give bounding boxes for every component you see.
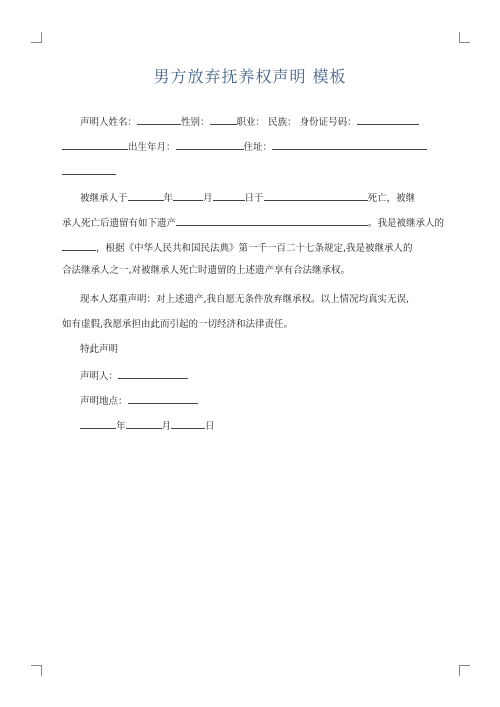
para2-text-b: 如有虚假,我愿承担由此而引起的一切经济和法律责任。 (62, 319, 294, 330)
place-blank (128, 393, 198, 404)
pre-birth-blank (62, 139, 128, 150)
para1-line-3 (62, 240, 413, 256)
corner-mark-top-right (459, 32, 470, 43)
para1-text-c: 。我是被继承人的 (368, 218, 445, 229)
para2-line-1 (80, 293, 409, 307)
year-text: 年 (163, 193, 174, 204)
special-statement (80, 343, 118, 357)
info-line-2 (62, 139, 427, 155)
month-blank (173, 190, 203, 201)
para1-line-1 (80, 190, 415, 206)
ethnicity-label: 民族： (268, 117, 297, 128)
place-line (80, 393, 198, 409)
para1-text-a: 被继承人于 (80, 193, 128, 204)
address-label: 住址： (243, 142, 273, 153)
job-label: 职业： (236, 117, 266, 128)
gender-label: 性别： (181, 117, 210, 128)
declarant-blank (118, 368, 188, 379)
id-number-label: 身份证号码： (299, 117, 357, 128)
para1-line-4 (62, 264, 350, 278)
corner-mark-bottom-left (31, 665, 42, 676)
month-text: 月 (203, 193, 213, 204)
para1-line-2 (62, 215, 444, 231)
estate-blank (176, 215, 368, 226)
day-blank (213, 190, 245, 201)
address-cont-blank (62, 164, 116, 175)
corner-mark-top-left (31, 32, 42, 43)
date-line (80, 418, 215, 434)
special-text: 特此声明 (80, 344, 119, 355)
para2-line-2 (62, 318, 293, 332)
day-at-text: 日于 (244, 193, 264, 204)
relationship-blank (62, 240, 96, 251)
sign-month-text: 月 (161, 421, 172, 432)
gender-blank (210, 114, 237, 125)
info-line-1 (80, 114, 419, 130)
sign-day-text: 日 (205, 421, 215, 432)
para1-text-e: 合法继承人之一,对被继承人死亡时遗留的上述遗产享有合法继承权。 (62, 265, 351, 276)
name-label: 声明人姓名： (80, 117, 138, 128)
address-blank (272, 139, 427, 150)
info-line-3 (62, 164, 116, 180)
para1-text-b: 承人死亡后遗留有如下遗产 (62, 218, 177, 229)
document-title: 男方放弃抚养权声明 模板 (153, 67, 347, 86)
sign-year-blank (80, 418, 116, 429)
sign-day-blank (171, 418, 205, 429)
para1-text-d: ，根据《中华人民共和国民法典》第一千一百二十七条规定,我是被继承人的 (96, 243, 413, 254)
place-of-death-blank (264, 190, 368, 201)
name-blank (137, 114, 181, 125)
id-number-blank (357, 114, 419, 125)
birth-label: 出生年月： (128, 142, 176, 153)
corner-mark-bottom-right (459, 665, 470, 676)
sign-month-blank (126, 418, 162, 429)
year-blank (128, 190, 164, 201)
birth-blank (176, 139, 244, 150)
sign-year-text: 年 (116, 421, 126, 432)
para2-text-a: 现本人郑重声明：对上述遗产,我自愿无条件放弃继承权。以上情况均真实无误, (80, 294, 410, 305)
declarant-label: 声明人： (80, 371, 119, 382)
place-label: 声明地点： (80, 396, 128, 407)
declarant-line (80, 368, 188, 384)
died-text: 死亡，被继 (367, 193, 416, 204)
